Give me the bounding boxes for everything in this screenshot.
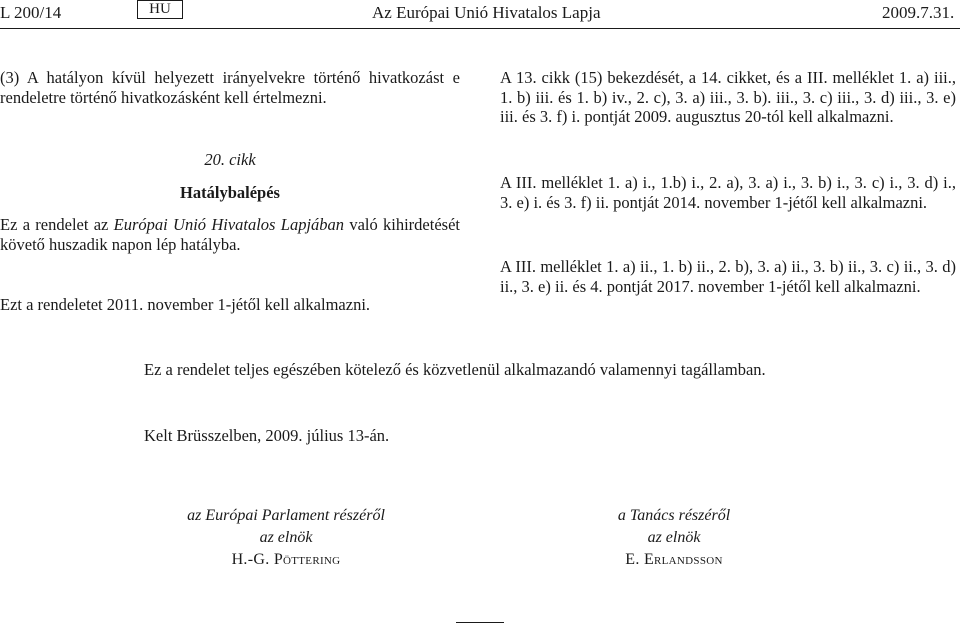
entry-text-post: való kihirdetését követő huszadik napon lép hatályba. xyxy=(0,215,460,254)
signatory-body: a Tanács részéről xyxy=(617,507,731,524)
signature-council xyxy=(514,505,834,571)
language-badge: HU xyxy=(137,0,183,19)
header-rule xyxy=(0,28,960,29)
signatory-name: H.-G. Pöttering xyxy=(231,551,341,568)
entry-text-pre: Ez a rendelet az xyxy=(0,215,114,234)
place-and-date: Kelt Brüsszelben, 2009. július 13-án. xyxy=(144,426,390,445)
signature-parliament xyxy=(126,505,446,571)
signatory-name: E. Erlandsson xyxy=(625,551,723,568)
signatory-role: az elnök xyxy=(647,529,701,546)
publication-date: 2009.7.31. xyxy=(882,3,955,22)
paragraph-3: (3) A hatályon kívül helyezett irányelvekre történő hivatkozást e rendeletre történő hivatkozásként kell értelmezni. xyxy=(0,68,460,107)
entry-into-force-text xyxy=(0,215,460,254)
right-paragraph-2: A III. melléklet 1. a) i., 1.b) i., 2. a), 3. a) i., 3. b) i., 3. c) i., 3. d) i., 3. e) i. és 3. f) ii. pontját 2014. november 1-jétől kell alkalmazni. xyxy=(500,173,956,212)
journal-reference: Európai Unió Hivatalos Lapjában xyxy=(113,215,345,234)
right-paragraph-1: A 13. cikk (15) bekezdését, a 14. cikket, és a III. melléklet 1. a) iii., 1. b) iii. és 1. b) iv., 2. c), 3. a) iii., 3. b). iii., 3. c) iii., 3. d) iii., 3. e) iii. és 3. f) i. pontját 2009. augusztus 20-tól kell alkalmazni. xyxy=(500,68,956,126)
signatory-role: az elnök xyxy=(259,529,313,546)
page-reference: L 200/14 xyxy=(0,3,62,22)
right-paragraph-3: A III. melléklet 1. a) ii., 1. b) ii., 2. b), 3. a) ii., 3. b) ii., 3. c) ii., 3. d) ii., 3. e) ii. és 4. pontját 2017. november 1-jétől kell alkalmazni. xyxy=(500,257,956,296)
article-title: Hatálybalépés xyxy=(180,183,280,202)
application-date-text: Ezt a rendeletet 2011. november 1-jétől kell alkalmazni. xyxy=(0,295,371,314)
binding-statement: Ez a rendelet teljes egészében kötelező és közvetlenül alkalmazandó valamennyi tagállamban. xyxy=(144,360,766,379)
footnote-rule xyxy=(456,622,504,623)
article-number: 20. cikk xyxy=(204,150,256,169)
signatory-body: az Európai Parlament részéről xyxy=(187,507,385,524)
journal-title: Az Európai Unió Hivatalos Lapja xyxy=(372,3,601,22)
